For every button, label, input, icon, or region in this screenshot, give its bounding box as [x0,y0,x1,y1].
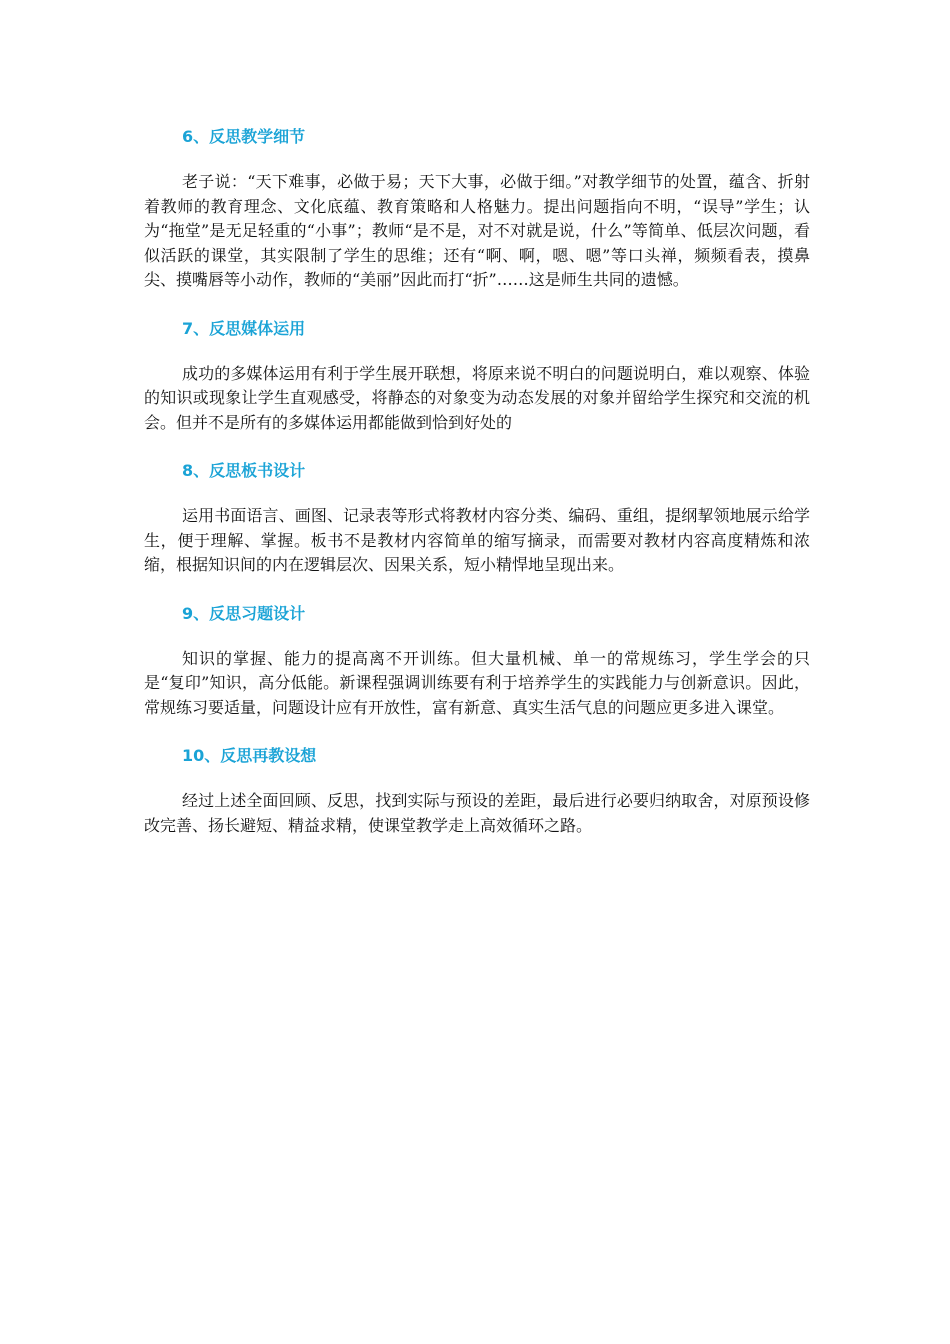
section-heading-6: 6、反思教学细节 [182,127,306,146]
section-body-6: 老子说：“天下难事，必做于易；天下大事，必做于细。”对教学细节的处置，蕴含、折射着教师的教育理念、文化底蕴、教育策略和人格魅力。提出问题指向不明，“误导”学生；认为“拖堂”是无足轻重的“小事”；教师“是不是，对不对就是说，什么”等简单、低层次问题，看似活跃的课堂，其实限制了学生的思维；还有“啊、啊，嗯、嗯”等口头禅，频频看表，摸鼻尖、摸嘴唇等小动作，教师的“美丽”因此而打“折”……这是师生共同的遗憾。 [144,172,810,289]
section-heading-9: 9、反思习题设计 [182,603,306,623]
section-body-9: 知识的掌握、能力的提高离不开训练。但大量机械、单一的常规练习，学生学会的只是“复印”知识，高分低能。新课程强调训练要有利于培养学生的实践能力与创新意识。因此，常规练习要适量，问题设计应有开放性，富有新意、真实生活气息的问题应更多进入课堂。 [144,648,810,717]
section-body-7: 成功的多媒体运用有利于学生展开联想，将原来说不明白的问题说明白，难以观察、体验的知识或现象让学生直观感受，将静态的对象变为动态发展的对象并留给学生探究和交流的机会。但并不是所有的多媒体运用都能做到恰到好处的 [144,363,810,432]
section-heading-10: 10、反思再教设想 [182,746,317,765]
document-content [144,123,810,838]
section-body-10: 经过上述全面回顾、反思，找到实际与预设的差距，最后进行必要归纳取舍，对原预设修改完善、扬长避短、精益求精，使课堂教学走上高效循环之路。 [144,791,810,835]
section-heading-7: 7、反思媒体运用 [182,318,306,338]
section-heading-8: 8、反思板书设计 [182,461,306,480]
section-body-8: 运用书面语言、画图、记录表等形式将教材内容分类、编码、重组，提纲挈领地展示给学生，便于理解、掌握。板书不是教材内容简单的缩写摘录，而需要对教材内容高度精炼和浓缩，根据知识间的内在逻辑层次、因果关系，短小精悍地呈现出来。 [144,506,810,574]
